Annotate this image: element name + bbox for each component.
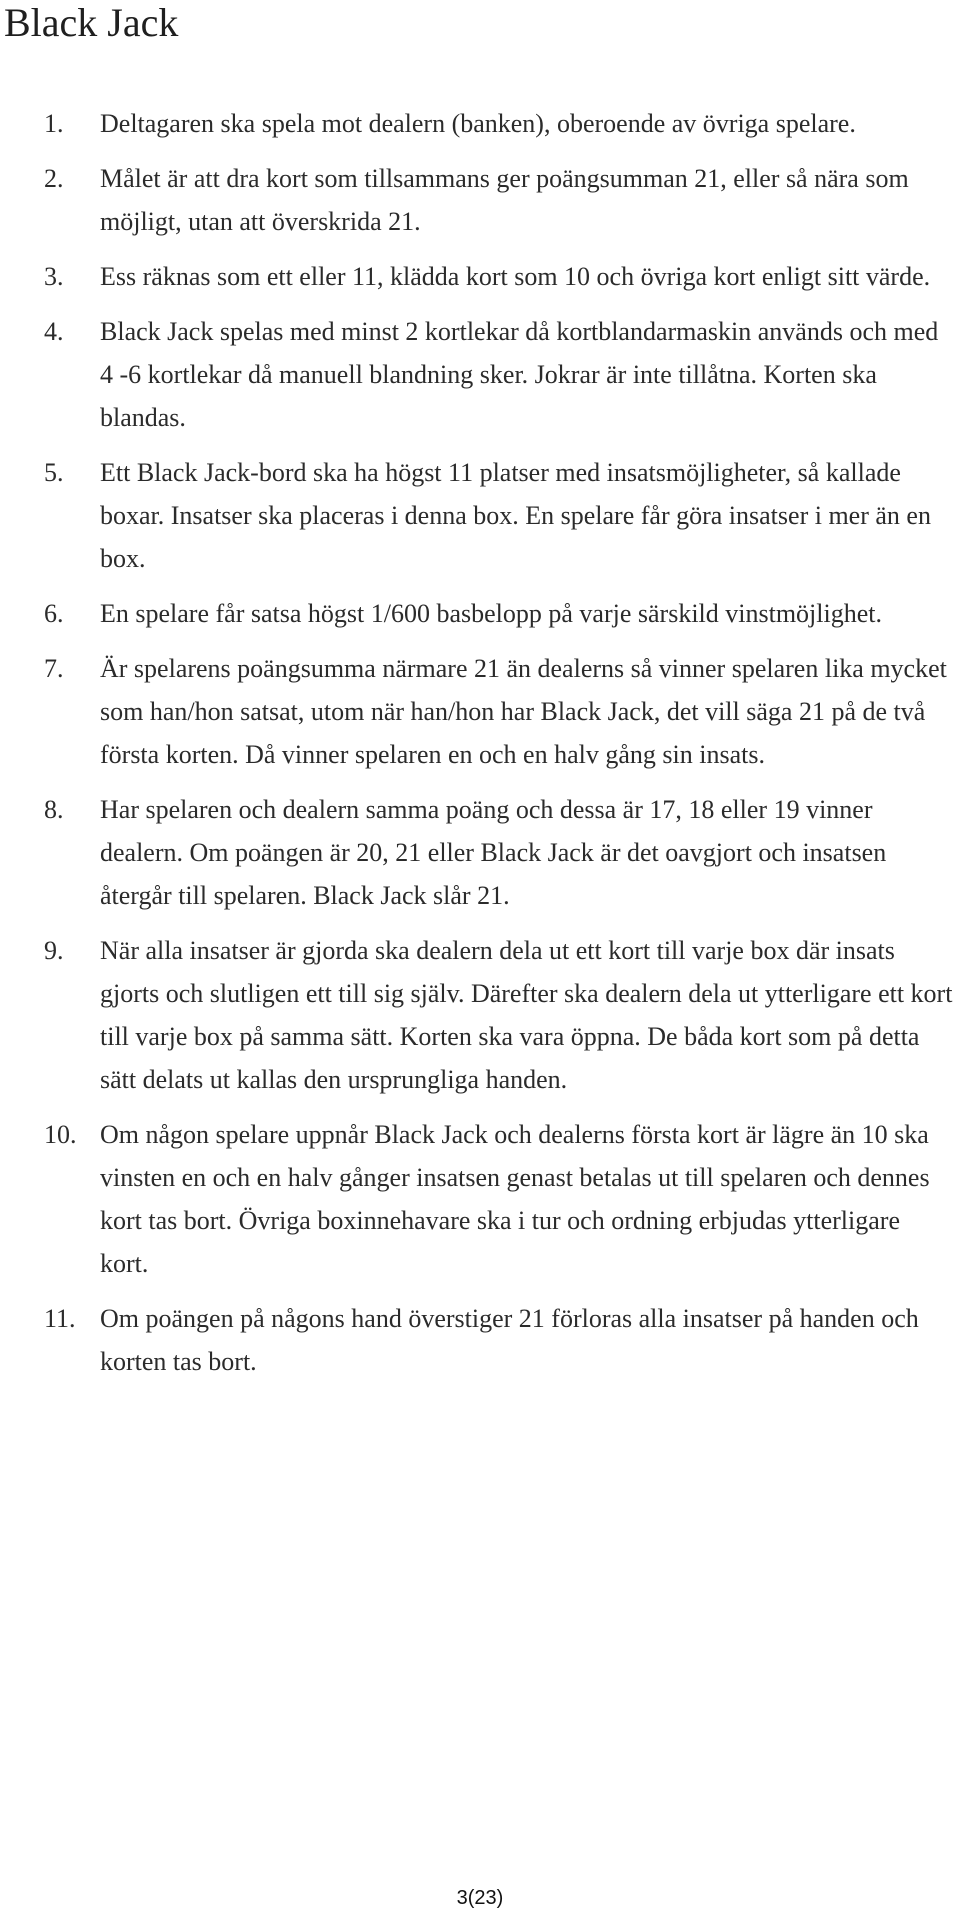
rule-text: Ess räknas som ett eller 11, klädda kort som 10 och övriga kort enligt sitt värde. [100,262,931,291]
rule-number: 4. [44,317,64,346]
page-title: Black Jack [4,0,179,45]
rule-item-5 [0,451,960,580]
rule-text: En spelare får satsa högst 1/600 basbelopp på varje särskild vinstmöjlighet. [100,599,882,628]
rule-text: Är spelarens poängsumma närmare 21 än dealerns så vinner spelaren lika mycket som han/hon satsat, utom när han/hon har Black Jack, det vill säga 21 på de två första korten. Då vinner spelaren en och en halv gång sin insats. [100,654,947,769]
rule-number: 2. [44,164,64,193]
rule-number: 3. [44,262,64,291]
rule-item-4 [0,310,960,439]
rule-item-9 [0,929,960,1101]
rule-item-6 [0,592,960,635]
rule-text: Om någon spelare uppnår Black Jack och dealerns första kort är lägre än 10 ska vinsten en och en halv gånger insatsen genast betalas ut till spelaren och dennes kort tas bort. Övriga boxinnehavare ska i tur och ordning erbjudas ytterligare kort. [100,1120,930,1278]
rule-number: 5. [44,458,64,487]
rule-text: Ett Black Jack-bord ska ha högst 11 platser med insatsmöjligheter, så kallade boxar. Insatser ska placeras i denna box. En spelare får göra insatser i mer än en box. [100,458,931,573]
page-number: 3(23) [456,1887,504,1909]
rule-item-7 [0,647,960,776]
rules-list [0,102,960,1395]
rule-item-11 [0,1297,960,1383]
rule-number: 7. [44,654,64,683]
rule-number: 6. [44,599,64,628]
rule-number: 1. [44,109,64,138]
rule-number: 10. [44,1120,77,1149]
rule-item-10 [0,1113,960,1285]
rule-text: Om poängen på någons hand överstiger 21 förloras alla insatser på handen och korten tas bort. [100,1304,919,1376]
rule-item-1 [0,102,960,145]
rule-text: Black Jack spelas med minst 2 kortlekar då kortblandarmaskin används och med 4 -6 kortlekar då manuell blandning sker. Jokrar är inte tillåtna. Korten ska blandas. [100,317,939,432]
rule-text: Målet är att dra kort som tillsammans ger poängsumman 21, eller så nära som möjligt, utan att överskrida 21. [100,164,909,236]
rule-item-8 [0,788,960,917]
rule-text: Deltagaren ska spela mot dealern (banken), oberoende av övriga spelare. [100,109,856,138]
rule-item-3 [0,255,960,298]
rule-number: 9. [44,936,64,965]
rule-text: När alla insatser är gjorda ska dealern dela ut ett kort till varje box där insats gjorts och slutligen ett till sig själv. Därefter ska dealern dela ut ytterligare ett kort till varje box på samma sätt. Korten ska vara öppna. De båda kort som på detta sätt delats ut kallas den ursprungliga handen. [100,936,953,1094]
rule-number: 8. [44,795,64,824]
rule-item-2 [0,157,960,243]
rule-number: 11. [44,1304,76,1333]
rule-text: Har spelaren och dealern samma poäng och dessa är 17, 18 eller 19 vinner dealern. Om poängen är 20, 21 eller Black Jack är det oavgjort och insatsen återgår till spelaren. Black Jack slår 21. [100,795,887,910]
